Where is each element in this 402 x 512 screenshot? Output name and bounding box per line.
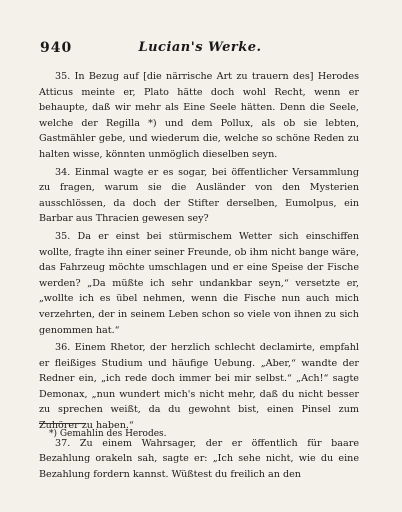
paragraph-35-herodes: 35. In Bezug auf [die närrische Art zu trauern des] Herodes Atticus meinte er, Plato hätte doch wohl Recht, wenn er behaupte, daß wir mehr als Eine Seele hätten. Denn die Seele, welche der Regilla *) und dem Pollux, als ob sie lebten, Gastmähler gebe, und wiederum die, welche so schöne Reden zu halten wisse, könnten unmöglich dieselben seyn. — [39, 71, 359, 160]
paragraph-35-storm: 35. Da er einst bei stürmischem Wetter sich einschiffen wollte, fragte ihn einer seiner Freunde, ob ihm nicht bange wäre, das Fahrzeug möchte umschlagen und er eine Speise der Fische werden? „Da müßte ich sehr undankbar seyn,“ versetzte er, „wollte ich es übel nehmen, wenn die Fische nun auch mich verzehrten, der in seinem Leben schon so viele von ihnen zu sich genommen hat.“ — [39, 230, 359, 336]
running-head: Lucian's Werke. — [138, 40, 262, 55]
page-header — [40, 40, 360, 58]
footnote-separator — [39, 423, 85, 424]
paragraph-36-rhetor: 36. Einem Rhetor, der herzlich schlecht declamirte, empfahl er fleißiges Studium und häufige Uebung. „Aber,“ wandte der Redner ein, „ich rede doch immer bei mir selbst.“ „Ach!“ sagte Demonax, „nun wundert mich's nicht mehr, daß du nicht besser zu sprechen weißt, da du gewohnt bist, einen Pinsel zum Zuhörer zu haben.“ — [39, 342, 359, 432]
footnote: *) Gemahlin des Herodes. — [49, 429, 167, 439]
body-text — [39, 69, 359, 484]
paragraph-37-soothsayer: 37. Zu einem Wahrsager, der er öffentlich für baare Bezahlung orakeln sah, sagte er: „Ich sehe nicht, wie du eine Bezahlung fordern kannst. Wüßtest du freilich an den — [39, 437, 359, 480]
page-number: 940 — [40, 40, 73, 56]
paragraph-34-mysteries: 34. Einmal wagte er es sogar, bei öffentlicher Versammlung zu fragen, warum sie die Ausländer von den Mysterien ausschlössen, da doch der Stifter derselben, Eumolpus, ein Barbar aus Thracien gewesen sey? — [39, 166, 359, 225]
